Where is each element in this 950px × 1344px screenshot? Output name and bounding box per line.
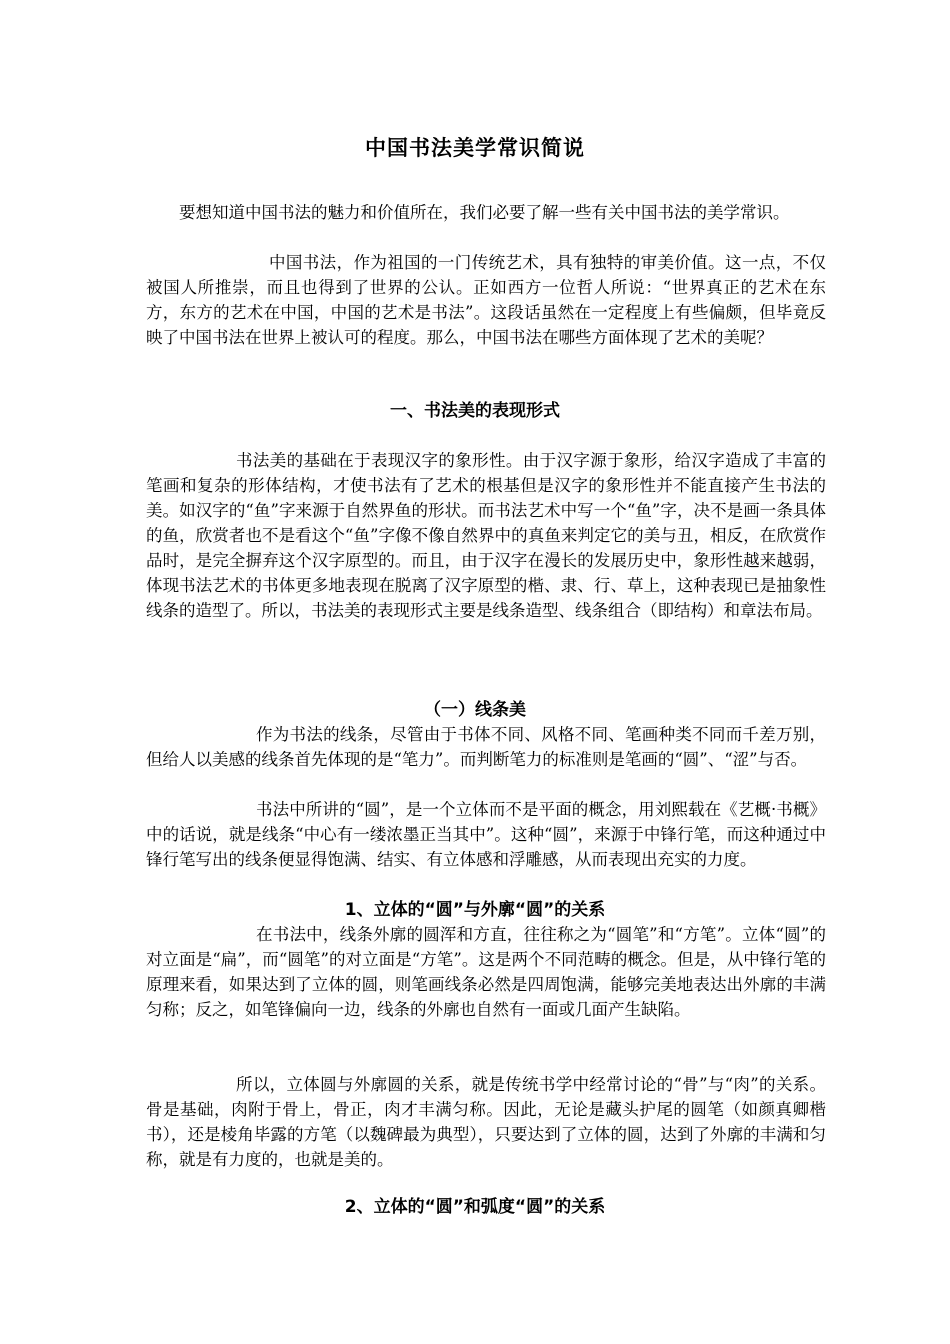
subsection-1-paragraph-2: 书法中所讲的“圆”，是一个立体而不是平面的概念，用刘熙载在《艺概·书概》中的话说，就是线条“中心有一缕浓墨正当其中”。这种“圆”，来源于中锋行笔，而这种通过中锋行笔写出的线条便显得饱满、结实、有立体感和浮雕感，从而表现出充实的力度。 <box>146 800 826 869</box>
point-1-paragraph-2: 所以，立体圆与外廓圆的关系，就是传统书学中经常讨论的“骨”与“肉”的关系。骨是基础，肉附于骨上，骨正，肉才丰满匀称。因此，无论是藏头护尾的圆笔（如颜真卿楷书），还是棱角毕露的方笔（以魏碑最为典型），只要达到了立体的圆，达到了外廓的丰满和匀称，就是有力度的，也就是美的。 <box>146 1075 826 1169</box>
intro-paragraph-1: 要想知道中国书法的魅力和价值所在，我们必要了解一些有关中国书法的美学常识。 <box>179 203 790 222</box>
subsection-1-paragraph-1: 作为书法的线条，尽管由于书体不同、风格不同、笔画种类不同而千差万别，但给人以美感的线条首先体现的是“笔力”。而判断笔力的标准则是笔画的“圆”、“涩”与否。 <box>146 725 826 769</box>
intro-paragraph-2: 中国书法，作为祖国的一门传统艺术，具有独特的审美价值。这一点，不仅被国人所推崇，而且也得到了世界的公认。正如西方一位哲人所说：“世界真正的艺术在东方，东方的艺术在中国，中国的艺术是书法”。这段话虽然在一定程度上有些偏颇，但毕竟反映了中国书法在世界上被认可的程度。那么，中国书法在哪些方面体现了艺术的美呢？ <box>146 253 826 347</box>
point-1-paragraph-1: 在书法中，线条外廓的圆浑和方直，往往称之为“圆笔”和“方笔”。立体“圆”的对立面是“扁”，而“圆笔”的对立面是“方笔”。这是两个不同范畴的概念。但是，从中锋行笔的原理来看，如果达到了立体的圆，则笔画线条必然是四周饱满，能够完美地表达出外廓的丰满匀称；反之，如笔锋偏向一边，线条的外廓也自然有一面或几面产生缺陷。 <box>146 925 826 1019</box>
section-1-paragraph: 书法美的基础在于表现汉字的象形性。由于汉字源于象形，给汉字造成了丰富的笔画和复杂的形体结构，才使书法有了艺术的根基但是汉字的象形性并不能直接产生书法的美。如汉字的“鱼”字来源于自然界鱼的形状。而书法艺术中写一个“鱼”字，决不是画一条具体的鱼，欣赏者也不是看这个“鱼”字像不像自然界中的真鱼来判定它的美与丑，相反，在欣赏作品时，是完全摒弃这个汉字原型的。而且，由于汉字在漫长的发展历史中，象形性越来越弱，体现书法艺术的书体更多地表现在脱离了汉字原型的楷、隶、行、草上，这种表现已是抽象性线条的造型了。所以，书法美的表现形式主要是线条造型、线条组合（即结构）和章法布局。 <box>146 451 826 620</box>
subsection-1-heading: （一）线条美 <box>424 700 526 720</box>
point-1-heading: 1、立体的“圆”与外廓“圆”的关系 <box>344 900 606 920</box>
document-title: 中国书法美学常识简说 <box>365 136 585 160</box>
point-2-heading: 2、立体的“圆”和弧度“圆”的关系 <box>344 1197 606 1217</box>
section-1-heading: 一、书法美的表现形式 <box>390 401 560 421</box>
